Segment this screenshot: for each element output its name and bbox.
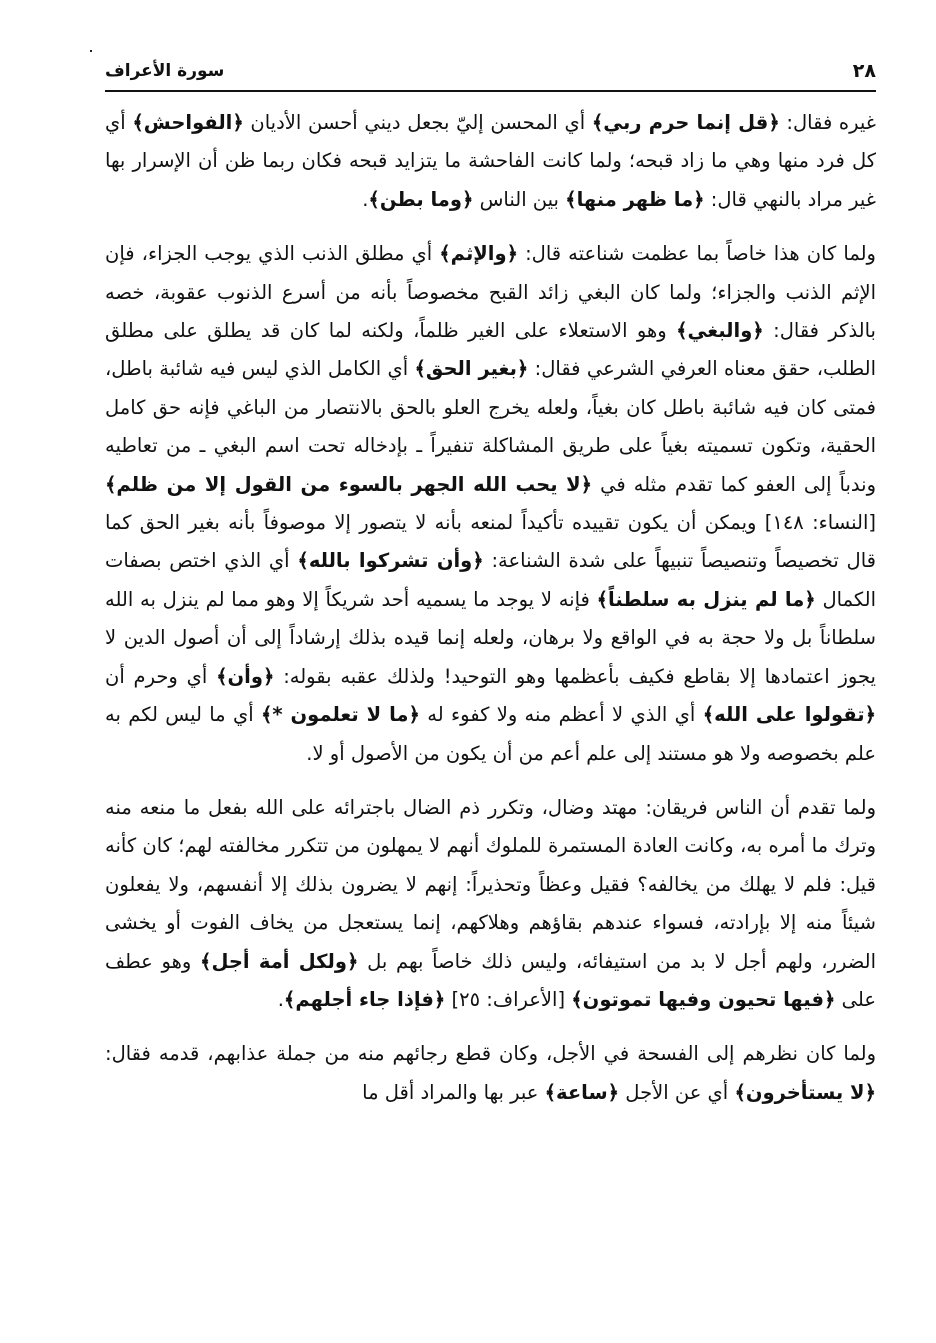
quran-quote: ﴿تقولوا على الله﴾ — [702, 703, 876, 727]
quran-quote: ﴿ولكل أمة أجل﴾ — [200, 949, 359, 973]
commentary-text: أي وحرم أن — [105, 664, 217, 688]
quran-quote: ﴿فيها تحيون وفيها تموتون﴾ — [571, 987, 836, 1011]
commentary-text: أي ما ليس لكم به علم بخصوصه ولا هو مستند إلى علم أعم من أن يكون من الأصول أو لا. — [105, 703, 876, 765]
commentary-text: أي المحسن إليّ بجعل ديني أحسن الأديان — [243, 111, 592, 134]
quran-quote: ﴿الفواحش﴾ — [132, 111, 244, 134]
paragraph — [105, 235, 876, 773]
quran-quote: ﴿ما لم ينزل به سلطناً﴾ — [596, 587, 816, 611]
quran-quote: ﴿وأن﴾ — [216, 664, 275, 688]
commentary-text: غيره فقال: — [779, 111, 876, 134]
commentary-text: أي كل فرد منها وهي ما زاد قبحه؛ ولما كانت الفاحشة ما يتزايد قبحه فكان ربما ظن أن الإسرار بها غير مراد بالنهي قال: — [105, 111, 876, 211]
quran-quote: ﴿والبغي﴾ — [676, 319, 764, 343]
commentary-text: أي الذي اختص بصفات الكمال — [105, 549, 876, 611]
quran-quote: ﴿ما لا تعلمون *﴾ — [260, 703, 420, 727]
commentary-text: أي مطلق الذنب الذي يوجب الجزاء، فإن الإثم الذنب والجزاء؛ ولما كان البغي زائد القبح مخصوصاً بأنه من أسرع الذنوب عقوبة، خصه بالذكر فقال: — [105, 242, 876, 343]
quran-quote: ﴿فإذا جاء أجلهم﴾ — [283, 987, 446, 1011]
body-text — [105, 104, 876, 1128]
commentary-text: [النساء: ١٤٨] ويمكن أن يكون تقييده تأكيداً لمنعه بأنه لا يتصور إلا موصوفاً بأنه بغير الحق كما قال تخصيصاً وتنصيصاً تنبيهاً على شدة الشناعة: — [105, 511, 876, 573]
commentary-text: بين الناس — [473, 187, 566, 211]
commentary-text: وهو عطف على — [105, 949, 876, 1011]
commentary-text: . — [277, 987, 284, 1011]
commentary-text: . — [362, 187, 369, 211]
quran-quote: ﴿ما ظهر منها﴾ — [565, 187, 705, 211]
paragraph — [105, 789, 876, 1019]
quran-quote: ﴿وأن تشركوا بالله﴾ — [297, 549, 484, 573]
paragraph — [105, 1035, 876, 1112]
quran-quote: ﴿بغير الحق﴾ — [414, 357, 529, 381]
quran-quote: ﴿لا يستأخرون﴾ — [734, 1080, 876, 1104]
paragraph — [105, 104, 876, 219]
page-number: ٢٨ — [852, 60, 876, 82]
page-header — [105, 58, 876, 88]
surah-title: سورة الأعراف — [105, 61, 225, 81]
commentary-text: أي الكامل الذي ليس فيه شائبة باطل، فمتى كان فيه شائبة باطل كان بغياً، ولعله يخرج العلو بالحق بالانتصار من الباغي فإنه حق كامل الحقية، وتكون تسميته بغياً على طريق المشاكلة تنفيراً ـ بإدخاله تحت اسم البغي ـ من تعاطيه وندباً إلى العفو كما تقدم مثله في — [105, 357, 876, 496]
scan-speck — [90, 50, 92, 52]
quran-quote: ﴿والإثم﴾ — [439, 242, 519, 266]
commentary-text: ولما تقدم أن الناس فريقان: مهتد وضال، وتكرر ذم الضال باجترائه على الله بفعل ما منعه منه وترك ما أمره به، وكانت العادة المستمرة للملوك أنهم لا يمهلون من تتكرر مخالفته لهم؛ كان كأنه قيل: فلم لا يهلك من يخالفه؟ فقيل وعظاً وتحذيراً: إنهم لا يضرون بذلك إلا أنفسهم، ولا يفعلون شيئاً منه إلا بإرادته، فسواء عندهم بقاؤهم وهلاكهم، إنما يستعجل من يخاف الفوت أو يخشى الضرر، ولهم أجل لا بد من استيفائه، وليس ذلك خاصاً بهم بل — [105, 795, 877, 973]
commentary-text: ولما كان هذا خاصاً بما عظمت شناعته قال: — [518, 242, 876, 266]
commentary-text: فإنه لا يوجد ما يسميه أحد شريكاً إلا وهو مما لم ينزل به الله سلطاناً بل ولا حجة به في الواقع ولا برهان، ولعله إنما قيده بذلك إرشاداً إلى أن أصول الدين لا يجوز اعتمادها إلا بقاطع فكيف بأعظمها وهو التوحيد! ولذلك عقبه بقوله: — [105, 587, 876, 688]
quran-quote: ﴿وما بطن﴾ — [368, 187, 474, 211]
commentary-text: عبر بها والمراد أقل ما — [362, 1080, 545, 1104]
commentary-text: [الأعراف: ٢٥] — [445, 987, 572, 1011]
commentary-text: ولما كان نظرهم إلى الفسحة في الأجل، وكان قطع رجائهم منه من جملة عذابهم، قدمه فقال: — [105, 1042, 876, 1066]
quran-quote: ﴿لا يحب الله الجهر بالسوء من القول إلا من ظلم﴾ — [105, 472, 593, 496]
quran-quote: ﴿قل إنما حرم ربي﴾ — [591, 111, 780, 134]
commentary-text: وهو الاستعلاء على الغير ظلماً، ولكنه لما كان قد يطلق على مطلق الطلب، حقق معناه العرفي الشرعي فقال: — [105, 319, 876, 381]
commentary-text: أي الذي لا أعظم منه ولا كفوء له — [419, 703, 703, 727]
header-rule — [105, 90, 876, 92]
commentary-text: أي عن الأجل — [619, 1080, 735, 1104]
quran-quote: ﴿ساعة﴾ — [544, 1080, 620, 1104]
